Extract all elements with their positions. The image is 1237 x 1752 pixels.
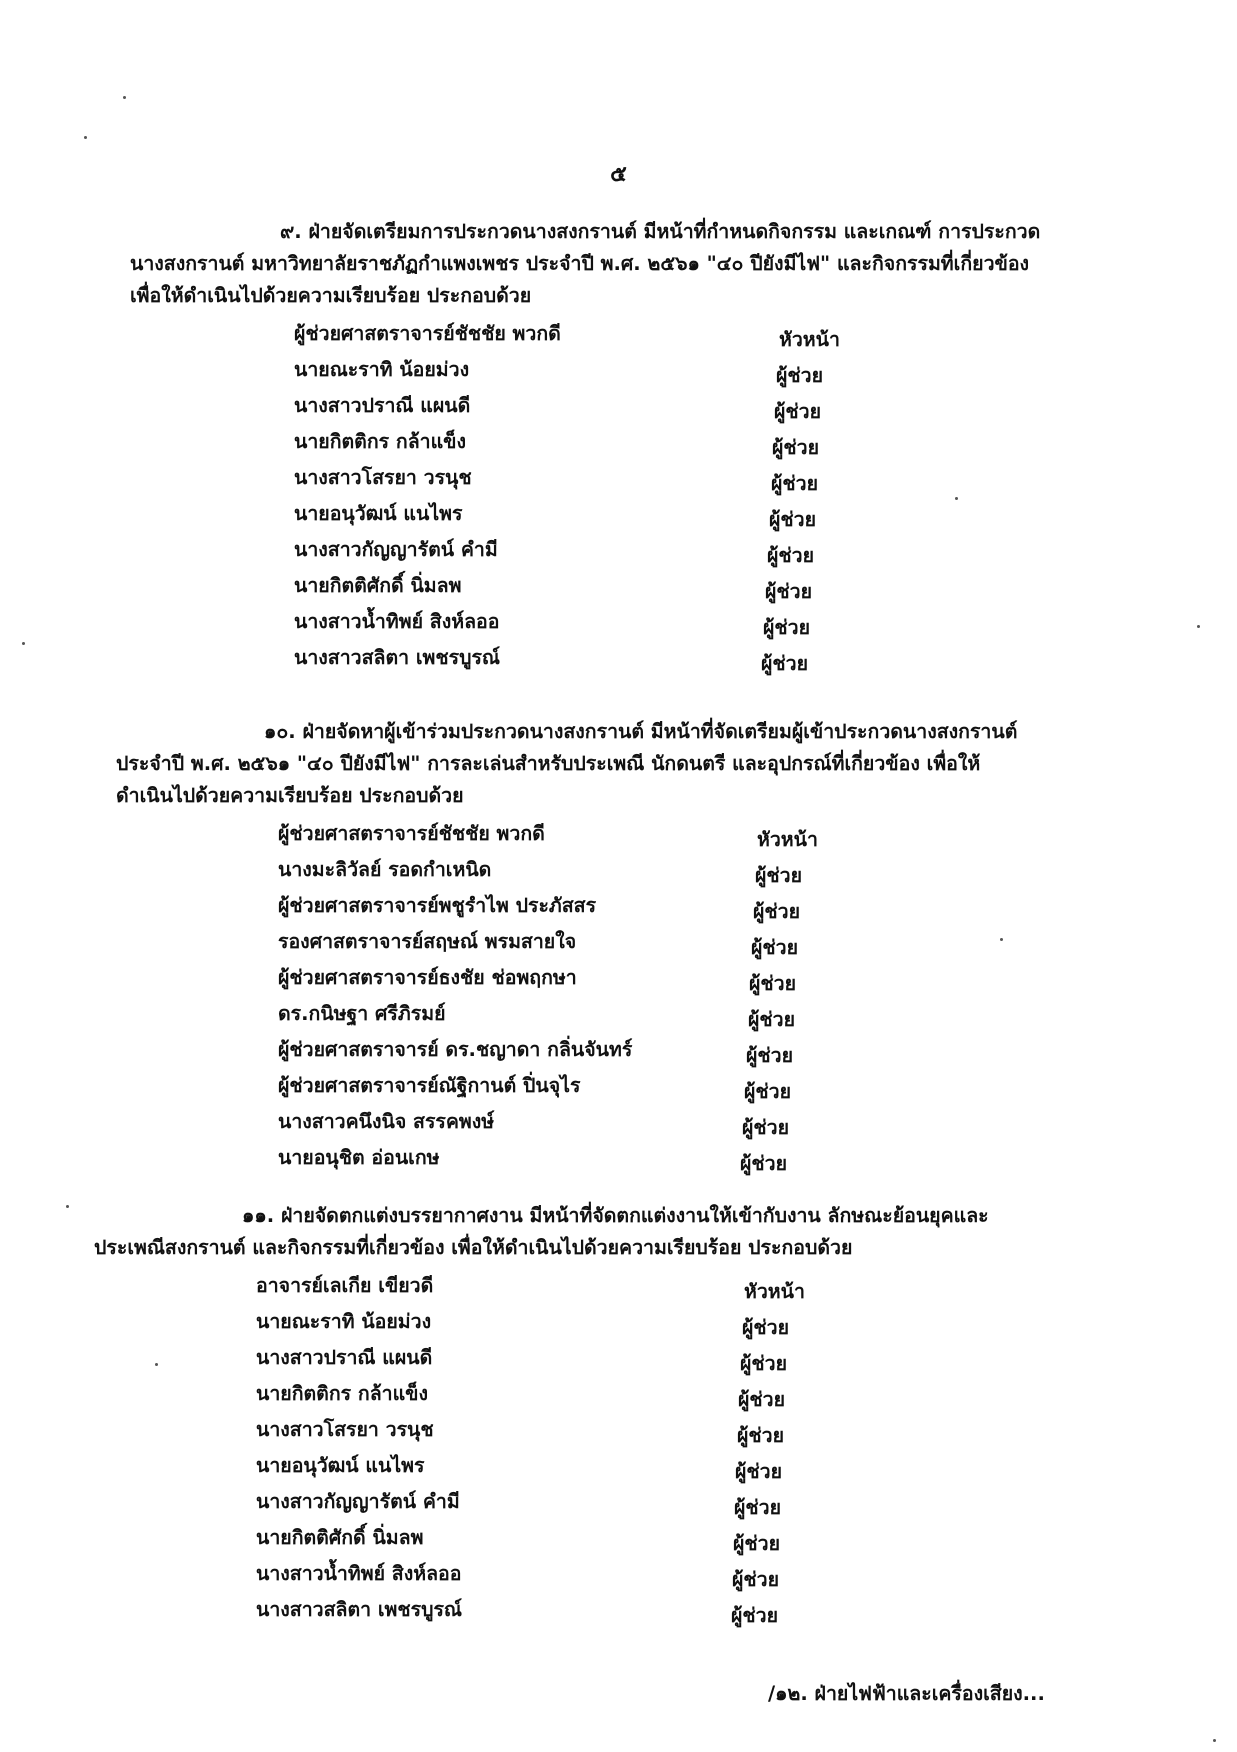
member-row	[294, 638, 994, 674]
section-10	[116, 716, 1017, 1174]
member-row	[278, 922, 978, 958]
member-name: นางสาวสลิตา เพชรบูรณ์	[294, 646, 501, 669]
paragraph-line: ดำเนินไปด้วยความเรียบร้อย ประกอบด้วย	[116, 784, 464, 807]
paragraph-line: เพื่อให้ดำเนินไปด้วยความเรียบร้อย ประกอบด้วย	[130, 284, 532, 307]
member-row	[278, 814, 978, 850]
member-name: ผู้ช่วยศาสตราจารย์ณัฐิกานต์ ปิ่นจุไร	[278, 1074, 581, 1097]
member-role: ผู้ช่วย	[733, 1532, 781, 1555]
member-name: ผู้ช่วยศาสตราจารย์ชัชชัย พวกดี	[278, 822, 545, 845]
member-role: ผู้ช่วย	[731, 1604, 779, 1627]
member-name: นายอนุชิต อ่อนเกษ	[278, 1146, 440, 1169]
section-9-members	[294, 314, 994, 674]
paragraph-line: ๑๑. ฝ่ายจัดตกแต่งบรรยากาศงาน มีหน้าที่จัดตกแต่งงานให้เข้ากับงาน ลักษณะย้อนยุคและ	[242, 1204, 989, 1227]
member-role: ผู้ช่วย	[761, 652, 809, 675]
member-name: รองศาสตราจารย์สฤษณ์ พรมสายใจ	[278, 930, 577, 953]
member-name: นางสาวสลิตา เพชรบูรณ์	[256, 1598, 463, 1621]
member-row	[294, 602, 994, 638]
member-row	[294, 350, 994, 386]
member-name: อาจารย์เลเกีย เขียวดี	[256, 1274, 434, 1297]
paragraph-line: ประจำปี พ.ศ. ๒๕๖๑ "๔๐ ปียังมีไฟ" การละเล่นสำหรับประเพณี นักดนตรี และอุปกรณ์ที่เกี่ยวข้อง เพื่อให้	[116, 752, 981, 775]
member-role: ผู้ช่วย	[744, 1080, 792, 1103]
member-role: ผู้ช่วย	[735, 1460, 783, 1483]
member-role: ผู้ช่วย	[751, 936, 799, 959]
member-name: นายณะราทิ น้อยม่วง	[256, 1310, 432, 1333]
member-row	[256, 1554, 956, 1590]
member-role: ผู้ช่วย	[753, 900, 801, 923]
member-name: ผู้ช่วยศาสตราจารย์ชัชชัย พวกดี	[294, 322, 561, 345]
scan-speck	[84, 136, 87, 139]
member-row	[256, 1446, 956, 1482]
member-row	[256, 1302, 956, 1338]
section-10-paragraph	[116, 716, 1017, 812]
member-role: ผู้ช่วย	[774, 400, 822, 423]
member-name: นายกิตติกร กล้าแข็ง	[256, 1382, 429, 1405]
section-11-paragraph	[94, 1200, 989, 1264]
member-role: ผู้ช่วย	[738, 1388, 786, 1411]
member-role: ผู้ช่วย	[742, 1116, 790, 1139]
member-role: ผู้ช่วย	[732, 1568, 780, 1591]
member-row	[256, 1518, 956, 1554]
member-row	[256, 1338, 956, 1374]
member-role: ผู้ช่วย	[771, 472, 819, 495]
member-role: ผู้ช่วย	[748, 1008, 796, 1031]
member-row	[278, 958, 978, 994]
member-row	[278, 1066, 978, 1102]
member-name: นางสาวปราณี แผนดี	[256, 1346, 433, 1369]
member-role: ผู้ช่วย	[740, 1352, 788, 1375]
member-name: นางสาวกัญญารัตน์ คำมี	[294, 538, 498, 561]
scan-speck	[1213, 1739, 1216, 1742]
member-row	[256, 1590, 956, 1626]
member-row	[278, 1102, 978, 1138]
member-row	[278, 1138, 978, 1174]
scan-speck	[22, 642, 25, 645]
member-row	[294, 494, 994, 530]
member-name: นายณะราทิ น้อยม่วง	[294, 358, 470, 381]
member-name: นางสาวโสรยา วรนุช	[256, 1418, 434, 1441]
scan-speck	[1000, 938, 1003, 941]
member-role: ผู้ช่วย	[769, 508, 817, 531]
member-row	[278, 886, 978, 922]
continuation-footer: /๑๒. ฝ่ายไฟฟ้าและเครื่องเสียง...	[768, 1682, 1045, 1705]
member-name: นางสาวน้ำทิพย์ สิงห์ลออ	[256, 1562, 462, 1585]
member-row	[294, 566, 994, 602]
member-row	[256, 1410, 956, 1446]
member-row	[278, 850, 978, 886]
member-name: นางมะลิวัลย์ รอดกำเหนิด	[278, 858, 492, 881]
member-name: ผู้ช่วยศาสตราจารย์ธงชัย ช่อพฤกษา	[278, 966, 577, 989]
member-name: นางสาวปราณี แผนดี	[294, 394, 471, 417]
section-10-members	[278, 814, 978, 1174]
member-row	[278, 994, 978, 1030]
paragraph-line: ๙. ฝ่ายจัดเตรียมการประกวดนางสงกรานต์ มีหน้าที่กำหนดกิจกรรม และเกณฑ์ การประกวด	[280, 220, 1041, 243]
paragraph-line: นางสงกรานต์ มหาวิทยาลัยราชภัฏกำแพงเพชร ประจำปี พ.ศ. ๒๕๖๑ "๔๐ ปียังมีไฟ" และกิจกรรมที่เกี่ยวข้อง	[130, 252, 1030, 275]
member-role: ผู้ช่วย	[749, 972, 797, 995]
member-role: ผู้ช่วย	[765, 580, 813, 603]
paragraph-line: ประเพณีสงกรานต์ และกิจกรรมที่เกี่ยวข้อง เพื่อให้ดำเนินไปด้วยความเรียบร้อย ประกอบด้วย	[94, 1236, 853, 1259]
member-role: หัวหน้า	[757, 828, 818, 851]
member-name: นางสาวคนึงนิจ สรรคพงษ์	[278, 1110, 495, 1133]
member-row	[256, 1374, 956, 1410]
member-name: นายอนุวัฒน์ แนไพร	[294, 502, 463, 525]
member-name: นายกิตติศักดิ์ นิ่มลพ	[294, 574, 462, 597]
member-row	[294, 386, 994, 422]
member-role: ผู้ช่วย	[767, 544, 815, 567]
member-row	[294, 422, 994, 458]
member-role: ผู้ช่วย	[746, 1044, 794, 1067]
member-row	[294, 530, 994, 566]
member-name: นายกิตติกร กล้าแข็ง	[294, 430, 467, 453]
member-name: นางสาวโสรยา วรนุช	[294, 466, 472, 489]
member-role: หัวหน้า	[779, 328, 840, 351]
member-name: ผู้ช่วยศาสตราจารย์พชูรำไพ ประภัสสร	[278, 894, 597, 917]
scan-speck	[155, 1363, 158, 1366]
member-role: ผู้ช่วย	[776, 364, 824, 387]
member-name: ดร.กนิษฐา ศรีภิรมย์	[278, 1002, 446, 1025]
member-name: ผู้ช่วยศาสตราจารย์ ดร.ชญาดา กลิ่นจันทร์	[278, 1038, 633, 1061]
member-row	[294, 458, 994, 494]
member-role: ผู้ช่วย	[742, 1316, 790, 1339]
paragraph-line: ๑๐. ฝ่ายจัดหาผู้เข้าร่วมประกวดนางสงกรานต์ มีหน้าที่จัดเตรียมผู้เข้าประกวดนางสงกรานต์	[264, 720, 1018, 743]
member-row	[256, 1482, 956, 1518]
scan-speck	[123, 96, 126, 99]
section-11-members	[256, 1266, 956, 1626]
section-11	[94, 1200, 989, 1626]
member-role: ผู้ช่วย	[737, 1424, 785, 1447]
scan-speck	[955, 497, 958, 500]
member-role: ผู้ช่วย	[740, 1152, 788, 1175]
scan-speck	[1197, 625, 1200, 628]
member-name: นางสาวน้ำทิพย์ สิงห์ลออ	[294, 610, 500, 633]
section-9	[130, 216, 1040, 674]
member-role: ผู้ช่วย	[763, 616, 811, 639]
section-9-paragraph	[130, 216, 1040, 312]
member-row	[256, 1266, 956, 1302]
member-row	[294, 314, 994, 350]
member-name: นางสาวกัญญารัตน์ คำมี	[256, 1490, 460, 1513]
page-number: ๕	[610, 162, 627, 187]
member-name: นายอนุวัฒน์ แนไพร	[256, 1454, 425, 1477]
member-role: ผู้ช่วย	[755, 864, 803, 887]
member-role: ผู้ช่วย	[734, 1496, 782, 1519]
member-role: หัวหน้า	[744, 1280, 805, 1303]
member-row	[278, 1030, 978, 1066]
member-role: ผู้ช่วย	[772, 436, 820, 459]
member-name: นายกิตติศักดิ์ นิ่มลพ	[256, 1526, 424, 1549]
scan-speck	[66, 1205, 69, 1208]
